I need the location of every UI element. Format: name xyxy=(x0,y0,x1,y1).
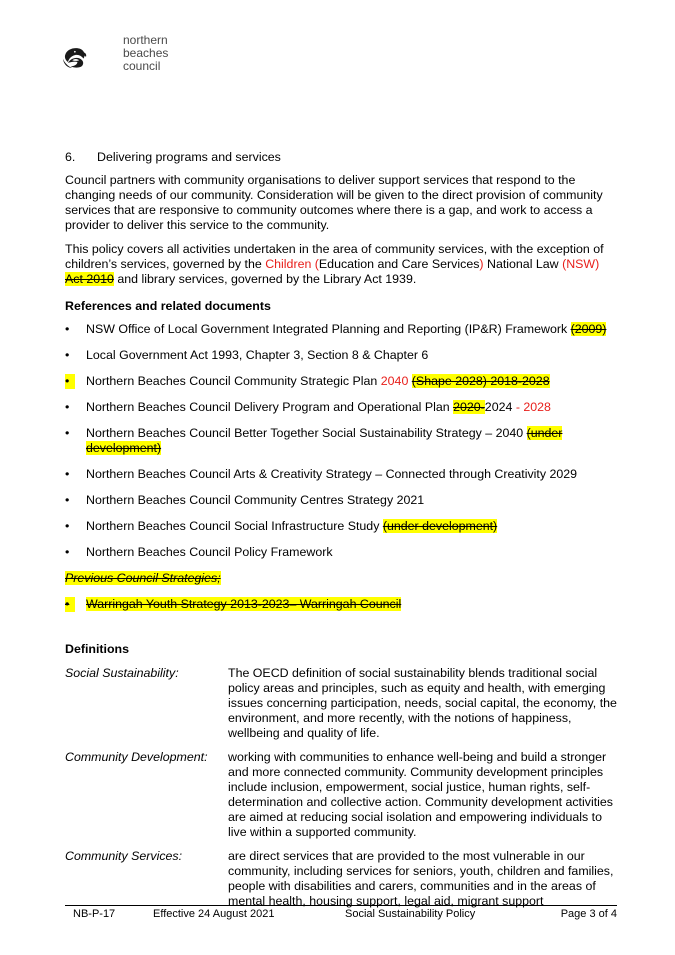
definition-row xyxy=(65,849,617,909)
previous-strategies-list xyxy=(65,597,617,612)
list-item: • Northern Beaches Council Community Centres Strategy 2021 xyxy=(65,493,425,507)
definition-term: Social Sustainability: xyxy=(65,666,179,680)
footer-page: Page 3 of 4 xyxy=(560,908,617,920)
logo-line-1: northern xyxy=(123,33,168,47)
previous-strategies-heading: Previous Council Strategies; xyxy=(65,571,221,585)
section-title: Delivering programs and services xyxy=(97,150,281,164)
list-item: • Northern Beaches Council Social Infrastructure Study (under development) xyxy=(65,519,498,533)
list-item: • Northern Beaches Council Better Together Social Sustainability Strategy – 2040 (under development) xyxy=(65,426,563,455)
list-item: • Northern Beaches Council Policy Framework xyxy=(65,545,333,559)
definitions-heading: Definitions xyxy=(65,642,130,656)
list-item: • Northern Beaches Council Delivery Program and Operational Plan 2020-2024 - 2028 xyxy=(65,400,551,414)
footer-code: NB-P-17 xyxy=(73,908,116,920)
list-item: • NSW Office of Local Government Integrated Planning and Reporting (IP&R) Framework (2009) xyxy=(65,322,607,336)
logo-wordmark xyxy=(123,34,168,73)
references-list xyxy=(65,322,617,560)
footer-title: Social Sustainability Policy xyxy=(345,908,476,920)
definition-row xyxy=(65,750,617,840)
list-item: • Warringah Youth Strategy 2013-2023– Warringah Council xyxy=(65,597,402,611)
definition-term: Community Development: xyxy=(65,750,208,764)
section-heading xyxy=(65,150,617,165)
footer-effective: Effective 24 August 2021 xyxy=(153,908,275,920)
logo-line-2: beaches xyxy=(123,46,169,60)
definition-text: working with communities to enhance well-being and build a stronger and more connected community. Community development principles include inclusion, empowerment, social justice, human rights, self-determination and collective action. Community development activities are aimed at reducing social isolation and empowering individuals to live within a supported community. xyxy=(228,750,613,839)
definition-text: are direct services that are provided to the most vulnerable in our community, including services for seniors, youth, children and families, people with disabilities and carers, communities and in the areas of mental health, housing support, legal aid, migrant support xyxy=(228,849,614,908)
page-content xyxy=(65,150,617,918)
council-logo xyxy=(62,30,122,85)
list-item: • Northern Beaches Council Arts & Creativity Strategy – Connected through Creativity 2029 xyxy=(65,467,578,481)
paragraph-2: This policy covers all activities undertaken in the area of community services, with the exception of children’s services, governed by the Children (Education and Care Services) National Law (NSW) Act 2010 and library services, governed by the Library Act 1939. xyxy=(65,242,604,286)
paragraph-1: Council partners with community organisations to deliver support services that respond to the changing needs of our community. Consideration will be given to the direct provision of community services that are responsive to community outcomes where there is a gap, and work to access a provider to deliver this service to the community. xyxy=(65,173,603,232)
list-item: • Northern Beaches Council Community Strategic Plan 2040 (Shape 2028) 2018-2028 xyxy=(65,374,550,388)
deleted-text: Act 2010 xyxy=(65,272,114,286)
definition-text: The OECD definition of social sustainability blends traditional social policy areas and principles, such as equity and health, with emerging issues concerning participation, needs, social capital, the economy, the environment, and more recently, with the notions of happiness, wellbeing and quality of life. xyxy=(228,666,617,740)
definition-term: Community Services: xyxy=(65,849,183,863)
section-number: 6. xyxy=(65,150,76,164)
definition-row xyxy=(65,666,617,741)
list-item: • Local Government Act 1993, Chapter 3, Section 8 & Chapter 6 xyxy=(65,348,429,362)
page-footer xyxy=(65,905,617,921)
references-heading: References and related documents xyxy=(65,299,271,313)
logo-line-3: council xyxy=(123,59,161,73)
